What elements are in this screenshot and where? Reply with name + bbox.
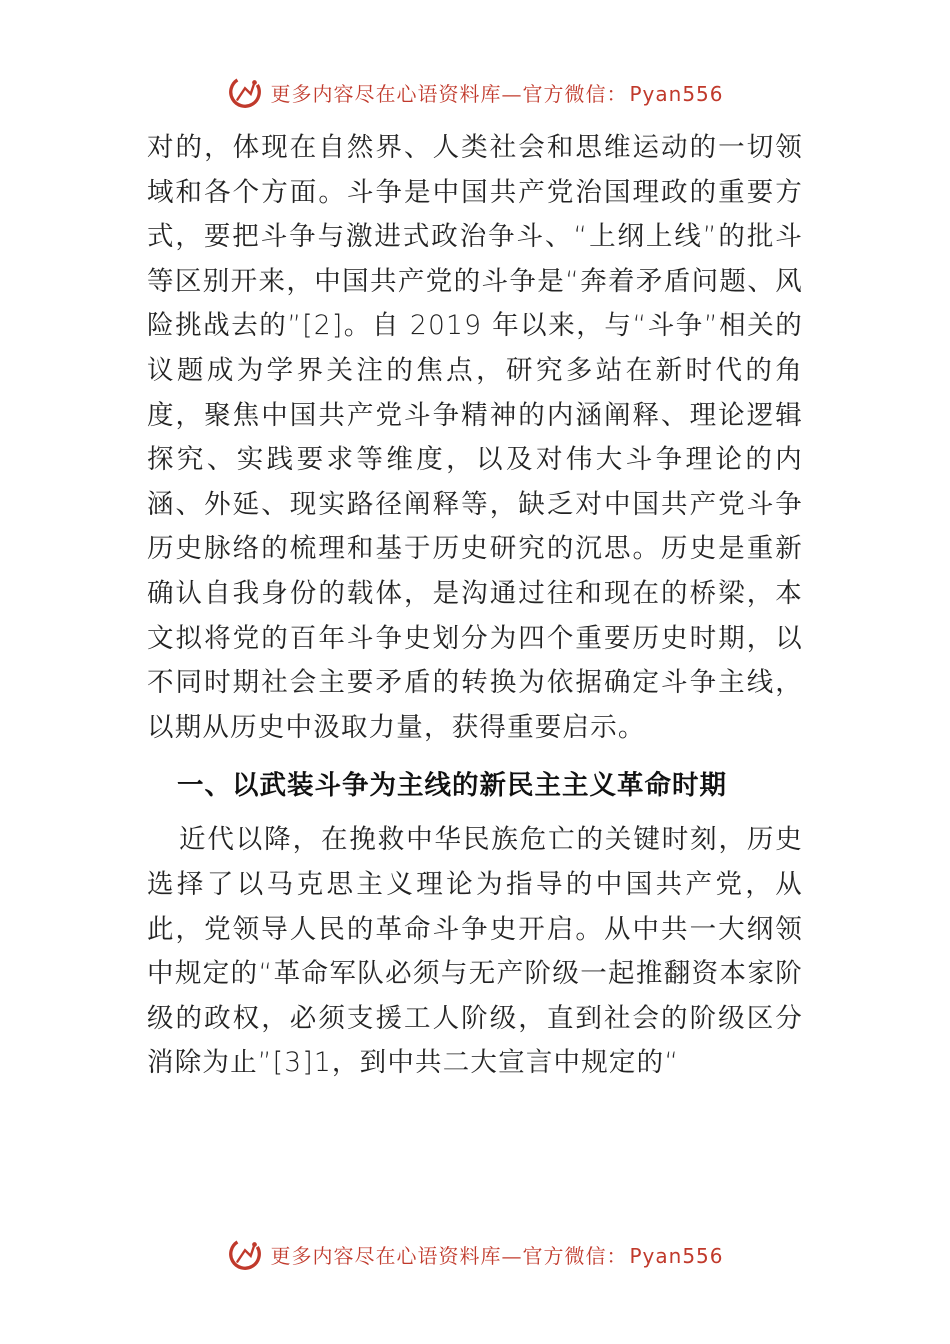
header-watermark-banner (0, 70, 950, 114)
watermark-text: 更多内容尽在心语资料库—官方微信： Pyan556 (270, 81, 724, 106)
footer-watermark-banner (0, 1232, 950, 1276)
body-paragraph: 对的，体现在自然界、人类社会和思维运动的一切领域和各个方面。斗争是中国共产党治国理政的重要方式，要把斗争与激进式政治争斗、“上纲上线”的批斗等区别开来，中国共产党的斗争是“奔着矛盾问题、风险挑战去的”[2]。自 2019 年以来，与“斗争”相关的议题成为学界关注的焦点，研究多站在新时代的角度，聚焦中国共产党斗争精神的内涵阐释、理论逻辑探究、实践要求等维度，以及对伟大斗争理论的内涵、外延、现实路径阐释等，缺乏对中国共产党斗争历史脉络的梳理和基于历史研究的沉思。历史是重新确认自我身份的载体，是沟通过往和现在的桥梁，本文拟将党的百年斗争史划分为四个重要历史时期，以不同时期社会主要矛盾的转换为依据确定斗争主线，以期从历史中汲取力量，获得重要启示。 (147, 132, 803, 743)
brush-logo-icon (226, 73, 264, 111)
section-heading: 一、以武装斗争为主线的新民主主义革命时期 (177, 770, 727, 802)
brush-logo-icon (226, 1235, 264, 1273)
document-body (147, 126, 803, 1086)
body-paragraph: 近代以降，在挽救中华民族危亡的关键时刻，历史选择了以马克思主义理论为指导的中国共产党，从此，党领导人民的革命斗争史开启。从中共一大纲领中规定的“革命军队必须与无产阶级一起推翻资本家阶级的政权，必须支援工人阶级，直到社会的阶级区分消除为止”[3]1，到中共二大宣言中规定的“ (147, 824, 803, 1079)
watermark-text: 更多内容尽在心语资料库—官方微信： Pyan556 (270, 1243, 724, 1268)
